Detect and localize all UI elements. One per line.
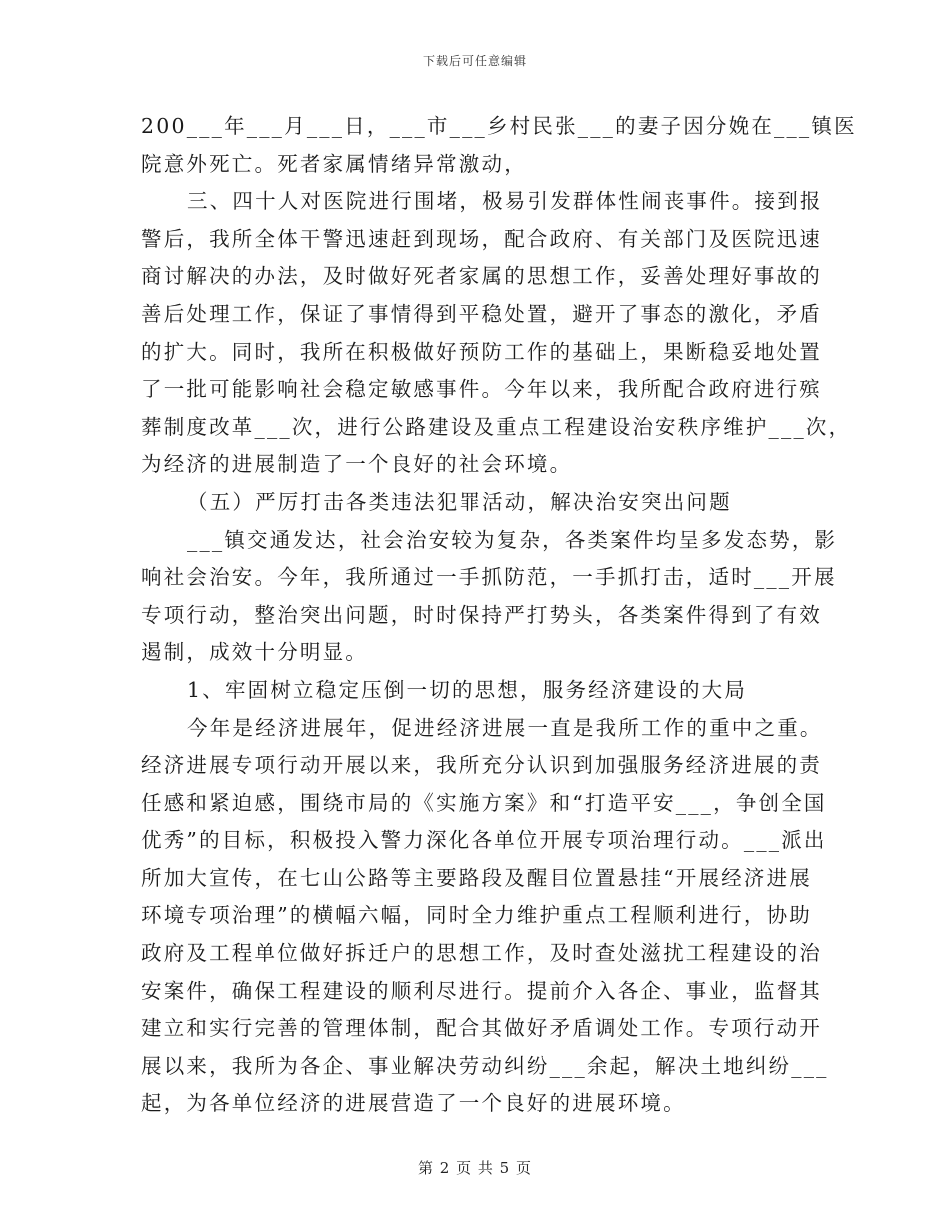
text-line: 政府及工程单位做好拆迁户的思想工作，及时查处滋扰工程建设的治 [141,941,822,966]
text-line: 优秀”的目标，积极投入警力深化各单位开展专项治理行动。___派出 [141,828,827,853]
text-line: ___镇交通发达，社会治安较为复杂，各类案件均呈多发态势，影 [187,527,838,552]
text-line: 商讨解决的办法，及时做好死者家属的思想工作，妥善处理好事故的 [141,264,822,289]
text-line: 警后，我所全体干警迅速赶到现场，配合政府、有关部门及医院迅速 [141,226,822,251]
page-header: 下载后可任意编辑 [422,54,527,68]
text-line: 经济进展专项行动开展以来，我所充分认识到加强服务经济进展的责 [141,753,822,778]
text-line: 院意外死亡。死者家属情绪异常激动， [141,151,527,176]
section-heading: 1、牢固树立稳定压倒一切的思想，服务经济建设的大局 [187,677,748,702]
text-line: 了一批可能影响社会稳定敏感事件。今年以来，我所配合政府进行殡 [141,377,822,402]
document-body [141,108,857,1123]
text-line: 建立和实行完善的管理体制，配合其做好矛盾调处工作。专项行动开 [141,1016,822,1041]
text-line: 今年是经济进展年，促进经济进展一直是我所工作的重中之重。 [187,715,823,740]
section-heading: （五）严厉打击各类违法犯罪活动，解决治安突出问题 [187,489,732,514]
text-line: 环境专项治理”的横幅六幅，同时全力维护重点工程顺利进行，协助 [141,903,812,928]
text-line: 任感和紧迫感，围绕市局的《实施方案》和“打造平安___，争创全国 [141,790,827,815]
text-line: 响社会治安。今年，我所通过一手抓防范，一手抓打击，适时___开展 [141,565,837,590]
text-line: 起，为各单位经济的进展营造了一个良好的进展环境。 [141,1091,686,1116]
text-line: 展以来，我所为各企、事业解决劳动纠纷___余起，解决土地纠纷___ [141,1053,829,1078]
text-line: 遏制，成效十分明显。 [141,640,368,665]
text-line: 所加大宣传，在七山公路等主要路段及醒目位置悬挂“开展经济进展 [141,865,812,890]
text-line: 200___年___月___日，___市___乡村民张___的妻子因分娩在___镇医 [141,114,857,138]
text-line: 葬制度改革___次，进行公路建设及重点工程建设治安秩序维护___次， [141,414,852,439]
text-line: 专项行动，整治突出问题，时时保持严打势头，各类案件得到了有效 [141,602,822,627]
text-line: 三、四十人对医院进行围堵，极易引发群体性闹丧事件。接到报 [187,189,823,214]
text-line: 安案件，确保工程建设的顺利尽进行。提前介入各企、事业，监督其 [141,978,822,1003]
text-line: 的扩大。同时，我所在积极做好预防工作的基础上，果断稳妥地处置 [141,339,822,364]
text-line: 善后处理工作，保证了事情得到平稳处置，避开了事态的激化，矛盾 [141,301,822,326]
page-footer: 第 2 页 共 5 页 [418,1159,532,1177]
text-line: 为经济的进展制造了一个良好的社会环境。 [141,452,573,477]
